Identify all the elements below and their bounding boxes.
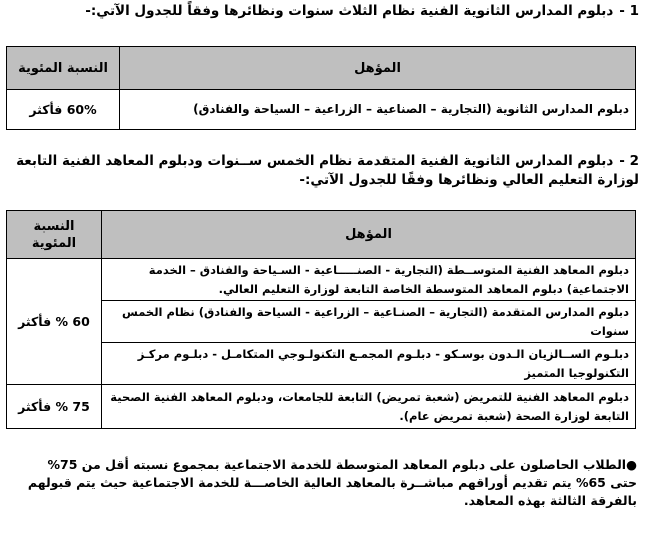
table1: [6, 46, 636, 130]
section2-heading-line2: لوزارة التعليم العالي ونظائرها وفقًا للجدول الآتي:-: [299, 172, 639, 188]
bullet-icon: ●: [626, 457, 637, 472]
table2-col-percentage: النسبة المئوية: [7, 211, 102, 259]
section1-heading-text: دبلوم المدارس الثانوية الفنية نظام الثلاث سنوات ونظائرها وفقاً للجدول الآتي:-: [85, 3, 614, 19]
table2-row: دبلوم المعاهد الفنية المتوســطة (التجارية - الصنـــــاعية - السـياحة والفنادق – الخدمة الاجتماعية) دبلوم المعاهد المتوسطة الخاصة التابعة لوزارة التعليم العالي.: [102, 259, 636, 301]
section2-heading-line1: دبلوم المدارس الثانوية الفنية المتقدمة نظام الخمس ســنوات ودبلوم المعاهد الفنية التابعة: [16, 153, 614, 169]
table2-col-qualification: المؤهل: [102, 211, 636, 259]
section1-heading: [9, 2, 639, 21]
table1-row-qualification: دبلوم المدارس الثانوية (التجارية – الصناعية – الزراعية – السياحة والفنادق): [120, 90, 636, 130]
table1-col-qualification: المؤهل: [120, 47, 636, 90]
section2-number: 2 -: [619, 153, 639, 169]
table2-group2-percentage: 75 % فأكثر: [7, 385, 102, 429]
table2: [6, 210, 636, 429]
section1-number: 1 -: [619, 3, 639, 19]
table2-row: دبلوم المعاهد الفنية للتمريض (شعبة تمريض) التابعة للجامعات، ودبلوم المعاهد الفنية الصحية التابعة لوزارة الصحة (شعبة تمريض عام).: [102, 385, 636, 429]
section2-heading: [9, 152, 639, 190]
table2-row: دبلوم المدارس المتقدمة (التجارية – الصنـاعية – الزراعية - السياحة والفنادق) نظام الخمس سنوات: [102, 301, 636, 343]
table1-col-percentage: النسبة المئوية: [7, 47, 120, 90]
note-paragraph: [17, 456, 637, 510]
table1-row-percentage: 60% فأكثر: [7, 90, 120, 130]
note-text: الطلاب الحاصلون على دبلوم المعاهد المتوسطة للخدمة الاجتماعية بمجموع نسبته أقل من 75% حتى 65% يتم تقديم أوراقهم مباشــرة بالمعاهد العالية الخاصـــة للخدمة الاجتماعية حيث يتم قبولهم بالفرقة الثالثة بهذه المعاهد.: [27, 457, 637, 508]
table2-row: دبلـوم الســالزيان الـدون بوسـكو - دبلـوم المجمـع التكنولـوجي المتكامـل - دبلـوم مركـز التكنولوجيا المتميز: [102, 343, 636, 385]
table2-group1-percentage: 60 % فأكثر: [7, 259, 102, 385]
